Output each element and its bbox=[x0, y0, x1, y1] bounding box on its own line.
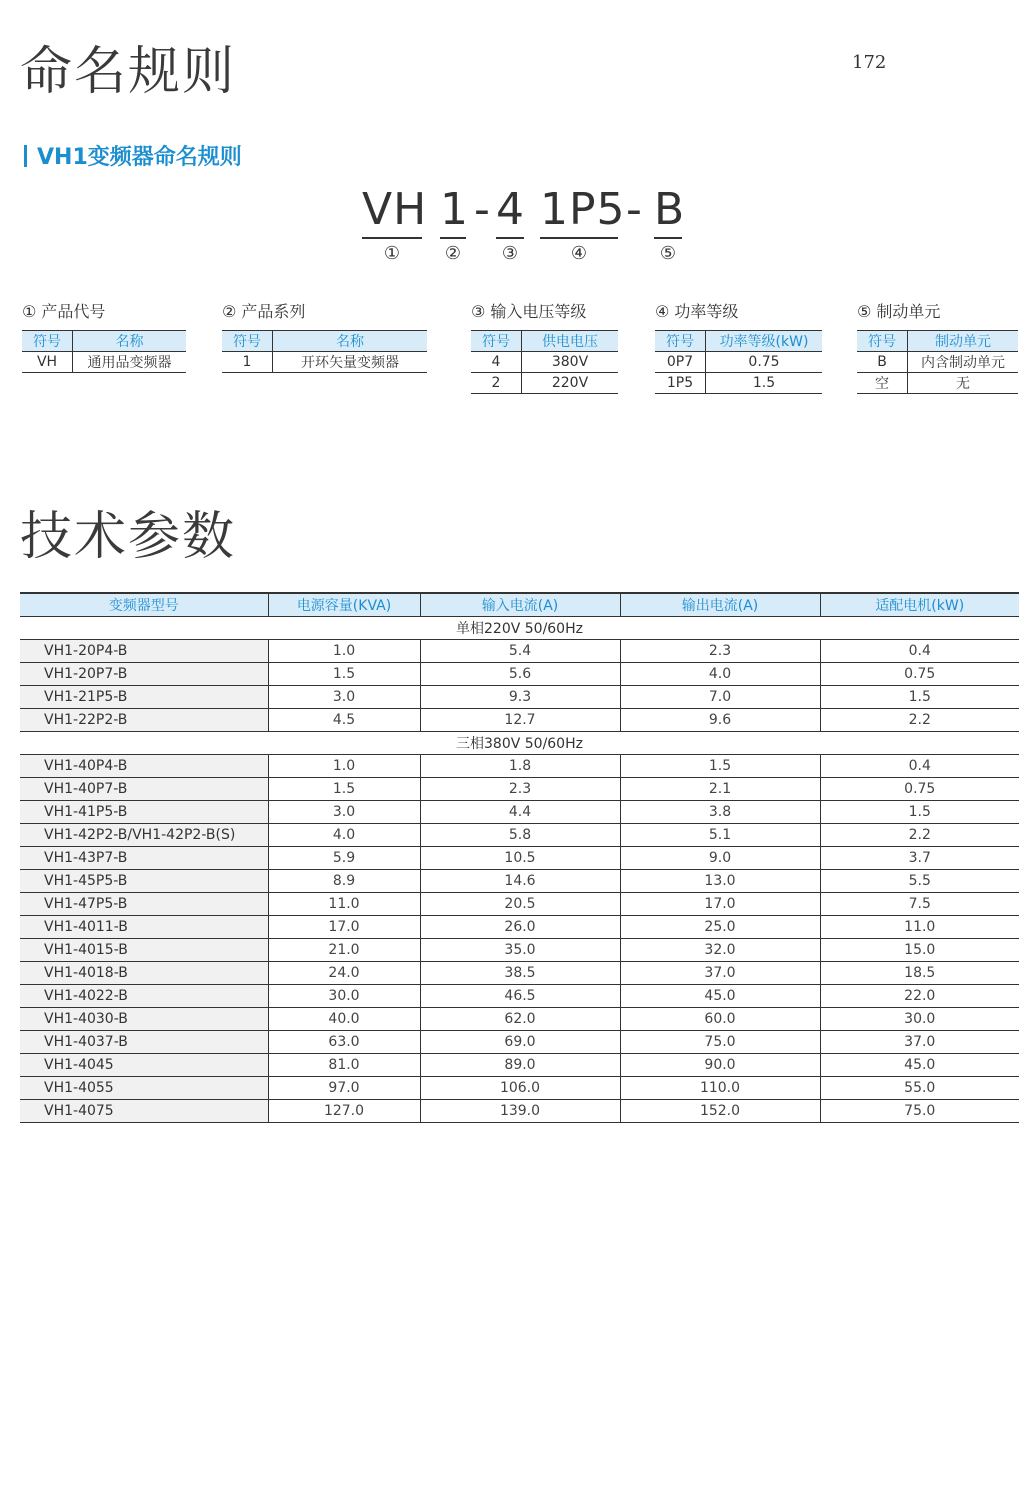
value-cell: 11.0 bbox=[820, 916, 1019, 939]
spec-header: 符号 bbox=[655, 331, 706, 352]
page-title: 命名规则 bbox=[20, 42, 237, 102]
specs-title: 技术参数 bbox=[20, 507, 237, 567]
table-row bbox=[20, 1031, 1019, 1054]
value-cell: 9.0 bbox=[620, 847, 820, 870]
value-cell: 75.0 bbox=[620, 1031, 820, 1054]
header-capacity: 电源容量(KVA) bbox=[268, 593, 420, 617]
value-cell: 7.5 bbox=[820, 893, 1019, 916]
spec-cell: 内含制动单元 bbox=[908, 352, 1019, 373]
value-cell: 1.8 bbox=[420, 755, 620, 778]
spec-cell: 0.75 bbox=[706, 352, 823, 373]
value-cell: 110.0 bbox=[620, 1077, 820, 1100]
value-cell: 55.0 bbox=[820, 1077, 1019, 1100]
group-label: 单相220V 50/60Hz bbox=[20, 617, 1019, 640]
group-row bbox=[20, 732, 1019, 755]
header-output-current: 输出电流(A) bbox=[620, 593, 820, 617]
spec-table-title: ⑤ 制动单元 bbox=[857, 302, 941, 321]
spec-table-product-code bbox=[22, 300, 186, 373]
model-cell: VH1-4022-B bbox=[20, 985, 268, 1008]
spec-table-title: ③ 输入电压等级 bbox=[471, 302, 587, 321]
spec-table-title: ① 产品代号 bbox=[22, 302, 106, 321]
value-cell: 127.0 bbox=[268, 1100, 420, 1123]
value-cell: 0.4 bbox=[820, 640, 1019, 663]
code-underline bbox=[654, 237, 682, 239]
value-cell: 0.75 bbox=[820, 778, 1019, 801]
value-cell: 22.0 bbox=[820, 985, 1019, 1008]
value-cell: 4.0 bbox=[268, 824, 420, 847]
value-cell: 20.5 bbox=[420, 893, 620, 916]
code-underline bbox=[362, 237, 422, 239]
model-cell: VH1-21P5-B bbox=[20, 686, 268, 709]
value-cell: 12.7 bbox=[420, 709, 620, 732]
table-row bbox=[20, 801, 1019, 824]
table-row bbox=[20, 985, 1019, 1008]
value-cell: 17.0 bbox=[620, 893, 820, 916]
value-cell: 21.0 bbox=[268, 939, 420, 962]
value-cell: 152.0 bbox=[620, 1100, 820, 1123]
code-segment: VH bbox=[362, 184, 428, 235]
value-cell: 2.2 bbox=[820, 824, 1019, 847]
value-cell: 35.0 bbox=[420, 939, 620, 962]
table-row bbox=[20, 1100, 1019, 1123]
value-cell: 1.5 bbox=[820, 686, 1019, 709]
value-cell: 5.6 bbox=[420, 663, 620, 686]
value-cell: 32.0 bbox=[620, 939, 820, 962]
value-cell: 30.0 bbox=[820, 1008, 1019, 1031]
spec-header: 符号 bbox=[22, 331, 73, 352]
model-cell: VH1-45P5-B bbox=[20, 870, 268, 893]
code-underline bbox=[440, 237, 466, 239]
table-row bbox=[20, 640, 1019, 663]
table-row bbox=[20, 870, 1019, 893]
value-cell: 9.6 bbox=[620, 709, 820, 732]
group-label: 三相380V 50/60Hz bbox=[20, 732, 1019, 755]
value-cell: 15.0 bbox=[820, 939, 1019, 962]
code-part-family bbox=[440, 184, 469, 265]
value-cell: 3.8 bbox=[620, 801, 820, 824]
table-row bbox=[20, 686, 1019, 709]
table-row bbox=[20, 916, 1019, 939]
value-cell: 106.0 bbox=[420, 1077, 620, 1100]
value-cell: 24.0 bbox=[268, 962, 420, 985]
value-cell: 1.0 bbox=[268, 755, 420, 778]
code-segment: B bbox=[654, 184, 686, 235]
spec-cell: 380V bbox=[522, 352, 619, 373]
spec-cell: 2 bbox=[471, 373, 522, 394]
code-segment: 1P5 bbox=[540, 184, 626, 235]
specs-header-row bbox=[20, 593, 1019, 617]
model-cell: VH1-4011-B bbox=[20, 916, 268, 939]
value-cell: 4.0 bbox=[620, 663, 820, 686]
code-underline bbox=[540, 237, 618, 239]
table-row bbox=[20, 824, 1019, 847]
value-cell: 5.8 bbox=[420, 824, 620, 847]
value-cell: 46.5 bbox=[420, 985, 620, 1008]
value-cell: 4.5 bbox=[268, 709, 420, 732]
code-part-series bbox=[362, 184, 428, 265]
spec-header: 符号 bbox=[222, 331, 273, 352]
value-cell: 0.4 bbox=[820, 755, 1019, 778]
model-cell: VH1-42P2-B/VH1-42P2-B(S) bbox=[20, 824, 268, 847]
spec-header: 供电电压 bbox=[522, 331, 619, 352]
spec-header: 符号 bbox=[471, 331, 522, 352]
value-cell: 1.5 bbox=[268, 663, 420, 686]
value-cell: 4.4 bbox=[420, 801, 620, 824]
value-cell: 17.0 bbox=[268, 916, 420, 939]
value-cell: 75.0 bbox=[820, 1100, 1019, 1123]
value-cell: 3.7 bbox=[820, 847, 1019, 870]
page-number: 172 bbox=[852, 52, 887, 73]
model-cell: VH1-40P7-B bbox=[20, 778, 268, 801]
naming-subtitle-text: VH1变频器命名规则 bbox=[37, 145, 242, 170]
value-cell: 2.3 bbox=[620, 640, 820, 663]
code-marker: ④ bbox=[570, 243, 588, 264]
code-marker: ③ bbox=[501, 243, 519, 264]
code-segment: 1 bbox=[440, 184, 469, 235]
spec-table-title: ④ 功率等级 bbox=[655, 302, 739, 321]
value-cell: 1.5 bbox=[820, 801, 1019, 824]
value-cell: 30.0 bbox=[268, 985, 420, 1008]
value-cell: 37.0 bbox=[820, 1031, 1019, 1054]
value-cell: 38.5 bbox=[420, 962, 620, 985]
value-cell: 60.0 bbox=[620, 1008, 820, 1031]
spec-table-input-voltage bbox=[471, 300, 618, 394]
value-cell: 8.9 bbox=[268, 870, 420, 893]
header-input-current: 输入电流(A) bbox=[420, 593, 620, 617]
model-cell: VH1-4018-B bbox=[20, 962, 268, 985]
value-cell: 89.0 bbox=[420, 1054, 620, 1077]
model-cell: VH1-4030-B bbox=[20, 1008, 268, 1031]
model-cell: VH1-41P5-B bbox=[20, 801, 268, 824]
value-cell: 11.0 bbox=[268, 893, 420, 916]
value-cell: 1.5 bbox=[620, 755, 820, 778]
value-cell: 69.0 bbox=[420, 1031, 620, 1054]
spec-table-brake-unit bbox=[857, 300, 1018, 394]
spec-cell: B bbox=[857, 352, 908, 373]
spec-cell: 开环矢量变频器 bbox=[273, 352, 428, 373]
code-segment: 4 bbox=[496, 184, 525, 235]
spec-header: 名称 bbox=[273, 331, 428, 352]
header-motor: 适配电机(kW) bbox=[820, 593, 1019, 617]
table-row bbox=[20, 709, 1019, 732]
table-row bbox=[20, 663, 1019, 686]
table-row bbox=[20, 962, 1019, 985]
value-cell: 3.0 bbox=[268, 686, 420, 709]
value-cell: 5.5 bbox=[820, 870, 1019, 893]
spec-header: 制动单元 bbox=[908, 331, 1019, 352]
value-cell: 40.0 bbox=[268, 1008, 420, 1031]
value-cell: 26.0 bbox=[420, 916, 620, 939]
model-cell: VH1-22P2-B bbox=[20, 709, 268, 732]
code-marker: ② bbox=[444, 243, 462, 264]
table-row bbox=[20, 1077, 1019, 1100]
naming-subtitle bbox=[24, 140, 242, 171]
spec-cell: 1P5 bbox=[655, 373, 706, 394]
table-row bbox=[20, 778, 1019, 801]
value-cell: 45.0 bbox=[820, 1054, 1019, 1077]
model-cell: VH1-47P5-B bbox=[20, 893, 268, 916]
value-cell: 45.0 bbox=[620, 985, 820, 1008]
table-row bbox=[20, 893, 1019, 916]
model-cell: VH1-4055 bbox=[20, 1077, 268, 1100]
value-cell: 18.5 bbox=[820, 962, 1019, 985]
model-cell: VH1-20P7-B bbox=[20, 663, 268, 686]
code-part-brake bbox=[654, 184, 686, 265]
spec-cell: 0P7 bbox=[655, 352, 706, 373]
value-cell: 10.5 bbox=[420, 847, 620, 870]
value-cell: 62.0 bbox=[420, 1008, 620, 1031]
spec-cell: 220V bbox=[522, 373, 619, 394]
value-cell: 9.3 bbox=[420, 686, 620, 709]
table-row bbox=[20, 847, 1019, 870]
spec-cell: 空 bbox=[857, 373, 908, 394]
spec-header: 功率等级(kW) bbox=[706, 331, 823, 352]
model-cell: VH1-40P4-B bbox=[20, 755, 268, 778]
model-cell: VH1-4045 bbox=[20, 1054, 268, 1077]
code-part-power bbox=[540, 184, 626, 265]
code-separator: - bbox=[626, 184, 642, 235]
value-cell: 1.0 bbox=[268, 640, 420, 663]
spec-cell: VH bbox=[22, 352, 73, 373]
value-cell: 81.0 bbox=[268, 1054, 420, 1077]
subtitle-accent-bar bbox=[24, 145, 27, 167]
value-cell: 2.2 bbox=[820, 709, 1019, 732]
spec-cell: 无 bbox=[908, 373, 1019, 394]
value-cell: 1.5 bbox=[268, 778, 420, 801]
model-cell: VH1-4037-B bbox=[20, 1031, 268, 1054]
group-row bbox=[20, 617, 1019, 640]
spec-table-title: ② 产品系列 bbox=[222, 302, 306, 321]
value-cell: 2.3 bbox=[420, 778, 620, 801]
value-cell: 0.75 bbox=[820, 663, 1019, 686]
code-separator: - bbox=[474, 184, 490, 235]
model-cell: VH1-4075 bbox=[20, 1100, 268, 1123]
spec-table-product-series bbox=[222, 300, 427, 373]
model-cell: VH1-43P7-B bbox=[20, 847, 268, 870]
value-cell: 97.0 bbox=[268, 1077, 420, 1100]
value-cell: 3.0 bbox=[268, 801, 420, 824]
value-cell: 5.9 bbox=[268, 847, 420, 870]
spec-cell: 1 bbox=[222, 352, 273, 373]
value-cell: 63.0 bbox=[268, 1031, 420, 1054]
spec-header: 名称 bbox=[73, 331, 187, 352]
spec-table-power-rating bbox=[655, 300, 822, 394]
code-marker: ⑤ bbox=[659, 243, 677, 264]
model-cell: VH1-20P4-B bbox=[20, 640, 268, 663]
value-cell: 5.1 bbox=[620, 824, 820, 847]
value-cell: 13.0 bbox=[620, 870, 820, 893]
code-underline bbox=[496, 237, 524, 239]
value-cell: 25.0 bbox=[620, 916, 820, 939]
table-row bbox=[20, 1008, 1019, 1031]
table-row bbox=[20, 1054, 1019, 1077]
table-row bbox=[20, 755, 1019, 778]
value-cell: 5.4 bbox=[420, 640, 620, 663]
table-row bbox=[20, 939, 1019, 962]
value-cell: 139.0 bbox=[420, 1100, 620, 1123]
code-part-voltage bbox=[496, 184, 524, 265]
spec-cell: 1.5 bbox=[706, 373, 823, 394]
value-cell: 7.0 bbox=[620, 686, 820, 709]
value-cell: 90.0 bbox=[620, 1054, 820, 1077]
value-cell: 2.1 bbox=[620, 778, 820, 801]
spec-header: 符号 bbox=[857, 331, 908, 352]
spec-cell: 4 bbox=[471, 352, 522, 373]
spec-cell: 通用品变频器 bbox=[73, 352, 187, 373]
value-cell: 37.0 bbox=[620, 962, 820, 985]
header-model: 变频器型号 bbox=[20, 593, 268, 617]
value-cell: 14.6 bbox=[420, 870, 620, 893]
specs-table bbox=[20, 592, 1019, 1123]
model-cell: VH1-4015-B bbox=[20, 939, 268, 962]
code-marker: ① bbox=[383, 243, 401, 264]
